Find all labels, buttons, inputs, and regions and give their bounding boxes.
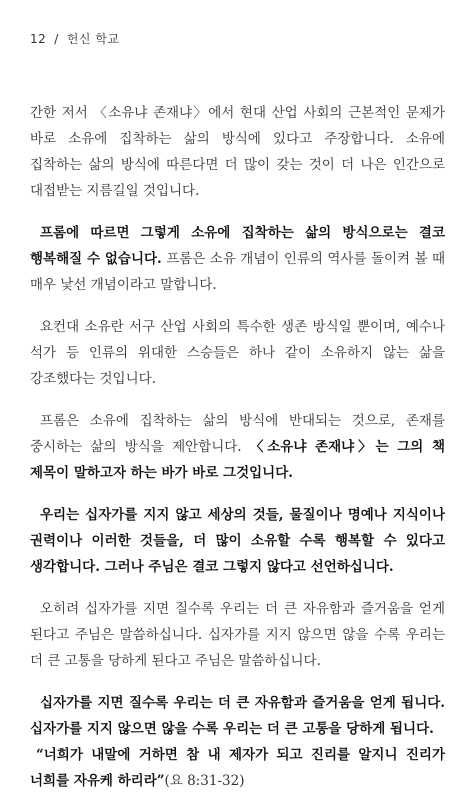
paragraph-7	[30, 690, 445, 794]
page-body	[30, 100, 445, 810]
page-number: 12	[30, 32, 47, 46]
paragraph-2	[30, 220, 445, 298]
paragraph-3: 요컨대 소유란 서구 산업 사회의 특수한 생존 방식일 뿐이며, 예수나 석가 등 인류의 위대한 스승들은 하나 같이 소유하지 않는 삶을 강조했다는 것입니다.	[30, 319, 445, 387]
paragraph-6: 오히려 십자가를 지면 질수록 우리는 더 큰 자유함과 즐거움을 얻게 된다고 주님은 말씀하십니다. 십자가를 지지 않으면 않을 수록 우리는 더 큰 고통을 당하게 된다고 주님은 말씀하십니다.	[30, 601, 445, 669]
paragraph-1: 간한 저서 〈소유냐 존재냐〉에서 현대 산업 사회의 근본적인 문제가 바로 소유에 집착하는 삶의 방식에 있다고 주장합니다. 소유에 집착하는 삶의 방식에 따른다면 더 많이 갖는 것이 더 나은 인간으로 대접받는 지름길일 것입니다.	[30, 105, 445, 199]
paragraph-7-emphasis: 십자가를 지면 질수록 우리는 더 큰 자유함과 즐거움을 얻게 됩니다. 십자가를 지지 않으면 않을 수록 우리는 더 큰 고통을 당하게 됩니다.	[30, 695, 445, 737]
paragraph-4-emphasis: 〈소유냐 존재냐〉는 그의 책 제목이 말하고자 하는 바가 바로 그것입니다.	[30, 439, 445, 481]
scripture-reference: (요 8:31-32)	[164, 773, 245, 789]
scripture-quote-text: “너희가 내말에 거하면 참 내 제자가 되고 진리를 알지니 진리가 너희를 자유케 하리라”	[30, 747, 445, 789]
scripture-quote	[30, 742, 445, 794]
book-title: 헌신 학교	[66, 32, 120, 46]
paragraph-4-text: 프롬은 소유에 집착하는 삶의 방식에 반대되는 것으로, 존재를 중시하는 삶의 방식을 제안합니다.	[30, 413, 445, 455]
paragraph-5: 우리는 십자가를 지지 않고 세상의 것들, 물질이나 명예나 지식이나 권력이나 이러한 것들을, 더 많이 소유할 수록 행복할 수 있다고 생각합니다. 그러나 주님은 결코 그렇지 않다고 선언하십니다.	[30, 507, 445, 575]
header-separator: /	[54, 32, 59, 46]
paragraph-4	[30, 408, 445, 486]
paragraph-2-emphasis: 프롬에 따르면 그렇게 소유에 집착하는 삶의 방식으로는 결코 행복해질 수 없습니다.	[30, 225, 445, 267]
paragraph-2-text: 프롬은 소유 개념이 인류의 역사를 돌이켜 볼 때 매우 낯선 개념이라고 말합니다.	[30, 251, 446, 293]
page-header	[30, 30, 128, 47]
